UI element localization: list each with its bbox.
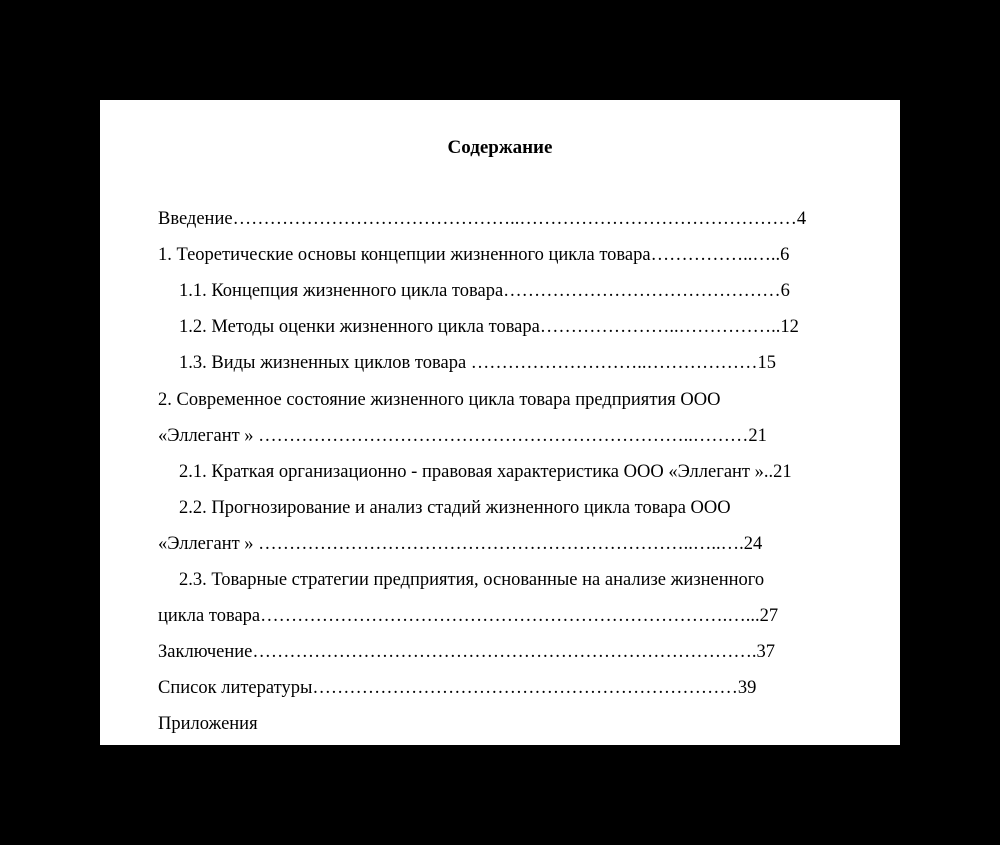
- toc-entry-references: Список литературы……………………………………………………………39: [158, 678, 757, 698]
- toc-entry-conclusion: Заключение……………………………………………………………………….37: [158, 642, 775, 662]
- toc-entry-section-2-3: 2.3. Товарные стратегии предприятия, основанные на анализе жизненного: [179, 570, 765, 590]
- toc-entry-chapter-2: 2. Современное состояние жизненного цикла товара предприятия ООО: [158, 390, 721, 410]
- toc-entry-section-1-2: 1.2. Методы оценки жизненного цикла товара…………………..……………..12: [179, 317, 799, 337]
- toc-entry-section-2-2: 2.2. Прогнозирование и анализ стадий жизненного цикла товара ООО: [179, 498, 731, 518]
- toc-entry-chapter-2-continuation: «Эллегант » ……………………………………………………………..………21: [158, 426, 767, 446]
- toc-entry-introduction: Введение………………………………………..………………………………………4: [158, 209, 807, 229]
- toc-entry-section-1-1: 1.1. Концепция жизненного цикла товара………………………………………6: [179, 281, 790, 301]
- document-page: [100, 100, 900, 745]
- toc-entry-section-2-1: 2.1. Краткая организационно - правовая характеристика ООО «Эллегант »..21: [179, 462, 792, 482]
- toc-entry-section-1-3: 1.3. Виды жизненных циклов товара ………………………..………………15: [179, 353, 777, 373]
- toc-entry-section-2-3-continuation: цикла товара………………………………………………………………….…...27: [158, 606, 779, 626]
- toc-entry-chapter-1: 1. Теоретические основы концепции жизненного цикла товара……………..…..6: [158, 245, 790, 265]
- toc-entry-appendices: Приложения: [158, 714, 258, 734]
- toc-entry-section-2-2-continuation: «Эллегант » ……………………………………………………………..…..….24: [158, 534, 763, 554]
- page-title: Содержание: [447, 137, 553, 158]
